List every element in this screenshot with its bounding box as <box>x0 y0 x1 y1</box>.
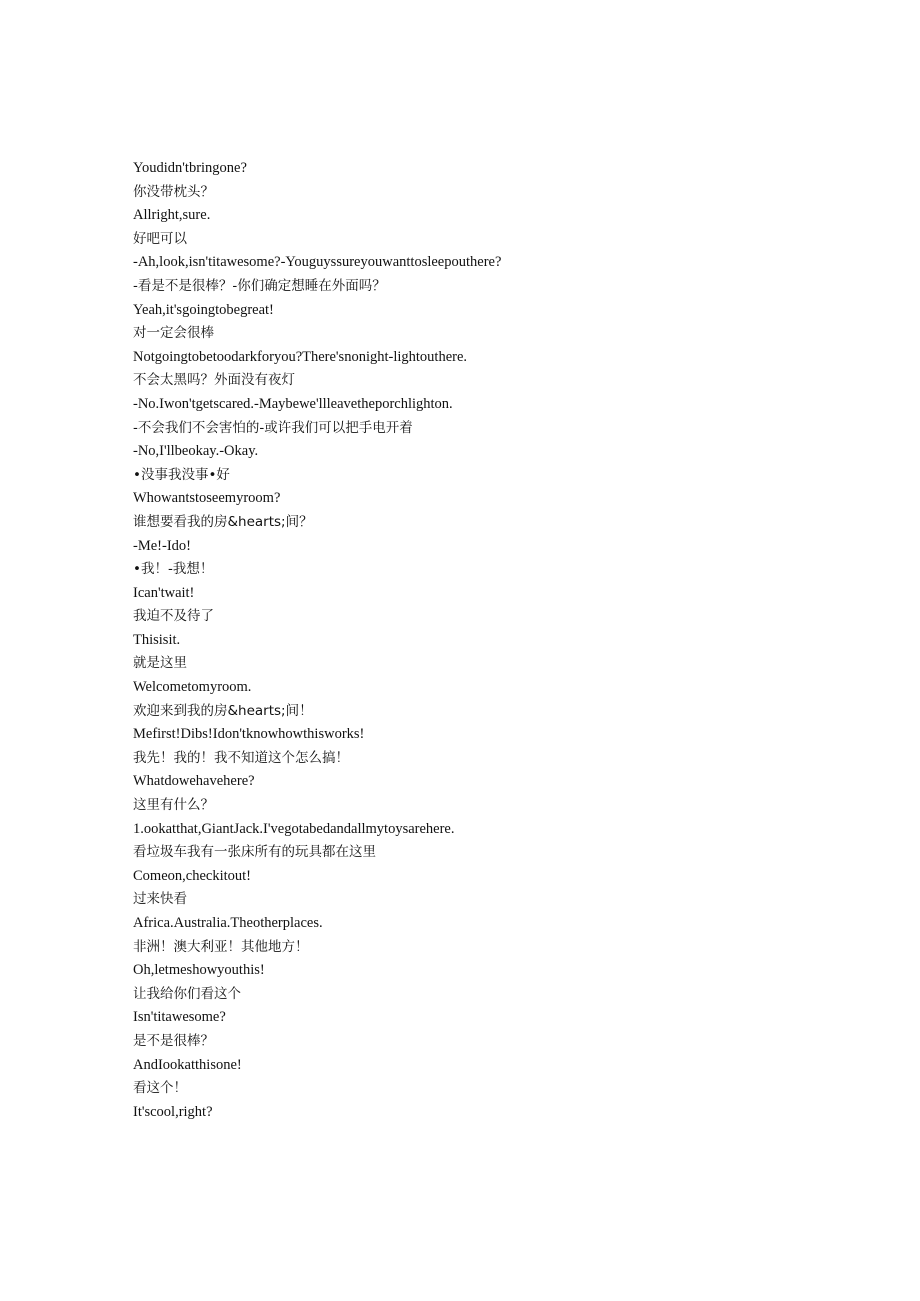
transcript-line-english: Whowantstoseemyroom? <box>133 490 281 507</box>
transcript-line-chinese: •我！-我想！ <box>133 561 214 578</box>
transcript-line-english: -Me!-Ido! <box>133 537 191 554</box>
transcript-line-english: Notgoingtobetoodarkforyou?There'snonight-lightouthere. <box>133 348 468 365</box>
transcript-line-english: -Ah,look,isn'titawesome?-Youguyssureyouwanttosleepouthere? <box>133 254 502 271</box>
transcript-line-chinese: 我迫不及待了 <box>133 608 214 625</box>
transcript-line-english: Comeon,checkitout! <box>133 867 251 884</box>
transcript-line-english: AndIookatthisone! <box>133 1056 242 1073</box>
transcript-line-chinese: -看是不是很棒？-你们确定想睡在外面吗？ <box>133 277 386 294</box>
transcript-line-chinese: 不会太黑吗？外面没有夜灯 <box>133 372 295 389</box>
transcript-line-english: 1.ookatthat,GiantJack.I'vegotabedandallmytoysarehere. <box>133 820 455 837</box>
transcript-line-english: -No,I'llbeokay.-Okay. <box>133 443 259 460</box>
transcript-line-chinese: 欢迎来到我的房&hearts;间！ <box>133 702 313 719</box>
transcript-line-english: Youdidn'tbringone? <box>133 160 247 176</box>
transcript-line-english: Yeah,it'sgoingtobegreat! <box>133 301 274 318</box>
transcript-line-english: Ican'twait! <box>133 584 195 601</box>
transcript-line-chinese: 看垃圾车我有一张床所有的玩具都在这里 <box>133 844 376 861</box>
transcript-line-english: Isn'titawesome? <box>133 1009 226 1026</box>
transcript-line-english: Africa.Australia.Theotherplaces. <box>133 915 323 931</box>
transcript-line-chinese: 就是这里 <box>133 655 187 672</box>
transcript-line-chinese: 过来快看 <box>133 891 187 908</box>
transcript-line-chinese: 非洲！澳大利亚！其他地方！ <box>133 938 309 955</box>
transcript-line-chinese: 你没带枕头？ <box>133 183 214 200</box>
subtitle-transcript <box>133 157 853 1124</box>
transcript-line-chinese: 这里有什么？ <box>133 797 214 814</box>
transcript-line-english: Thisisit. <box>133 631 181 648</box>
transcript-line-english: Welcometomyroom. <box>133 679 252 696</box>
transcript-line-chinese: 谁想要看我的房&hearts;间？ <box>133 513 313 530</box>
transcript-line-chinese: 我先！我的！我不知道这个怎么搞！ <box>133 749 349 766</box>
transcript-line-english: Allright,sure. <box>133 207 211 224</box>
transcript-line-english: Oh,letmeshowyouthis! <box>133 962 265 979</box>
transcript-line-chinese: 对一定会很棒 <box>133 325 214 342</box>
transcript-line-chinese: -不会我们不会害怕的-或许我们可以把手电开着 <box>133 419 413 436</box>
transcript-line-chinese: 让我给你们看这个 <box>133 985 241 1002</box>
transcript-line-chinese: 好吧可以 <box>133 230 187 247</box>
transcript-line-english: Mefirst!Dibs!Idon'tknowhowthisworks! <box>133 726 365 743</box>
transcript-line-chinese: •没事我没事•好 <box>133 466 230 483</box>
transcript-line-english: It'scool,right? <box>133 1103 213 1120</box>
transcript-line-chinese: 是不是很棒？ <box>133 1032 214 1049</box>
transcript-line-english: -No.Iwon'tgetscared.-Maybewe'llleavetheporchlighton. <box>133 395 453 412</box>
transcript-line-english: Whatdowehavehere? <box>133 773 255 790</box>
transcript-line-chinese: 看这个！ <box>133 1080 187 1097</box>
